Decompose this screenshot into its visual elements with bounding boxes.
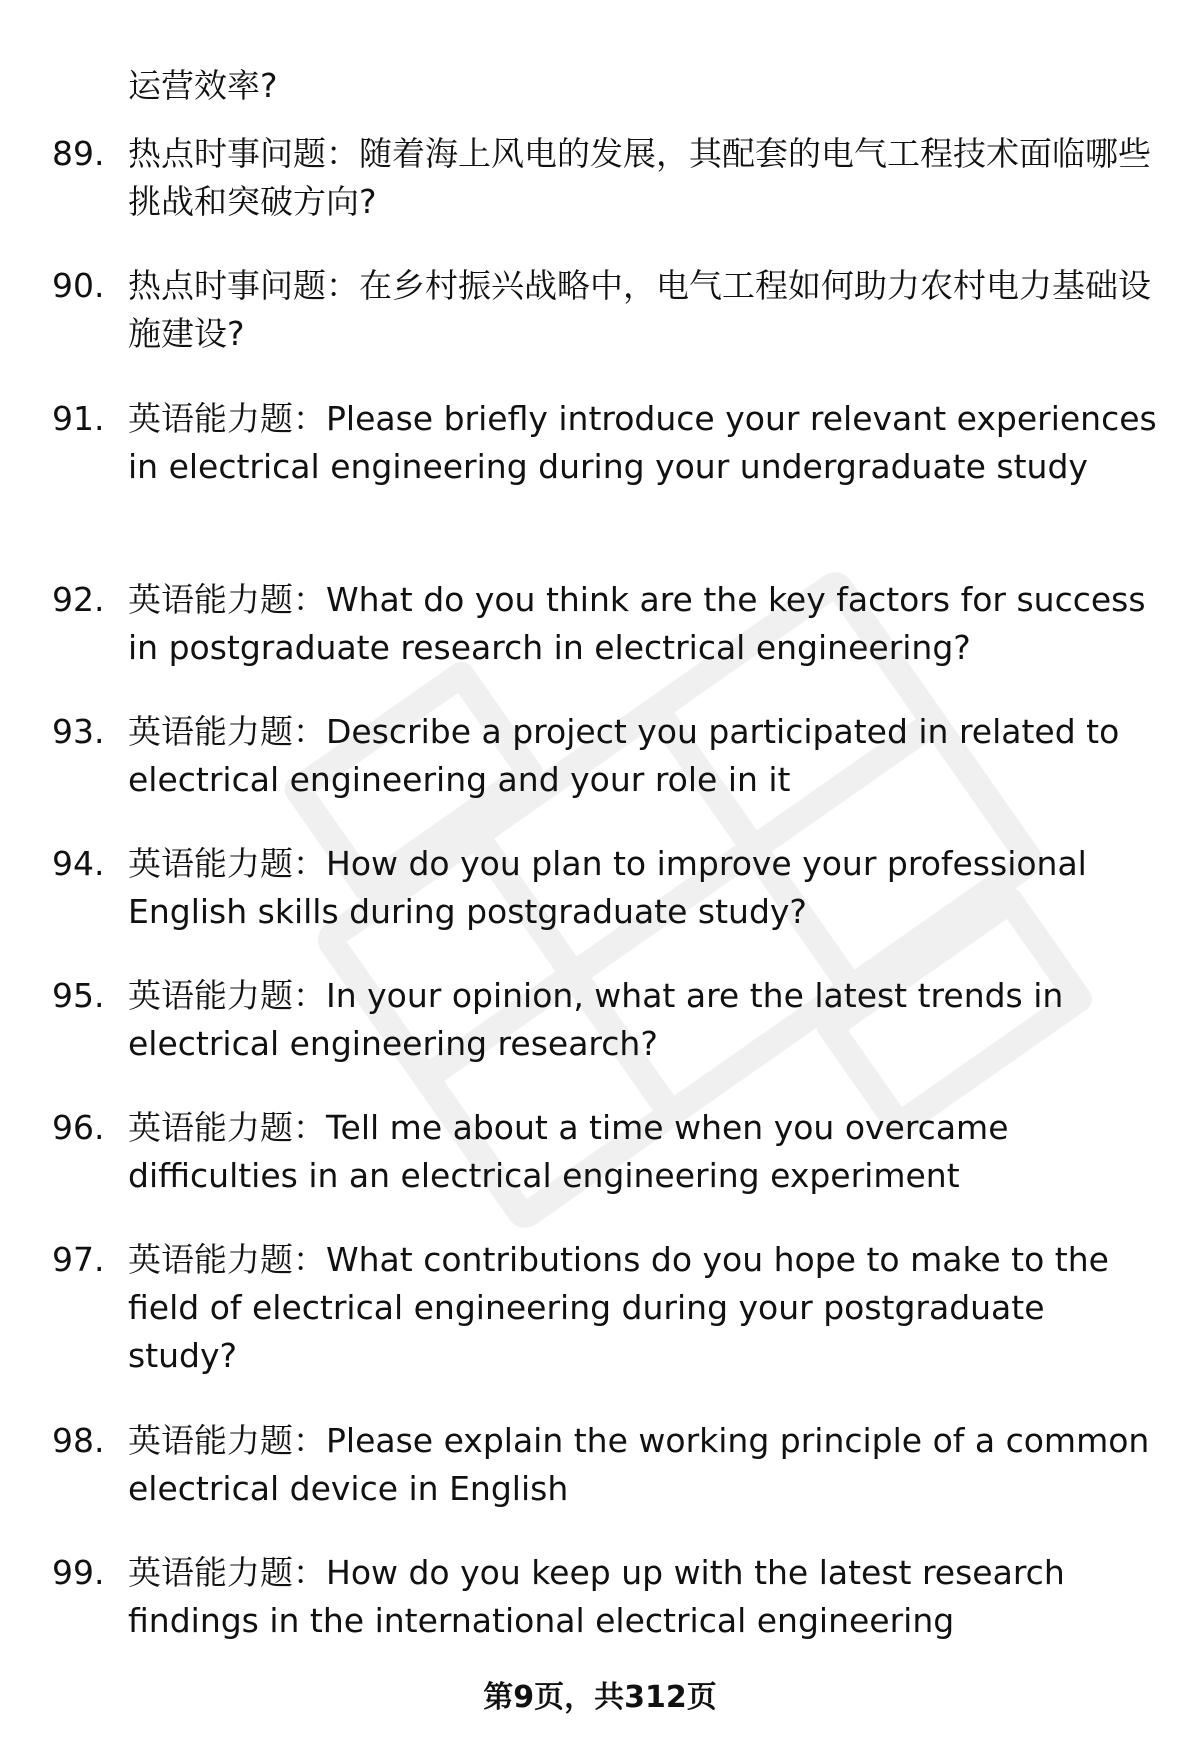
question-item <box>52 1236 1162 1380</box>
question-text: 英语能力题：Please explain the working principle of a common electrical device in English <box>128 1421 1150 1508</box>
question-item <box>52 576 1162 672</box>
question-text: 英语能力题：What do you think are the key factors for success in postgraduate research in electrical engineering? <box>128 580 1146 667</box>
question-item <box>52 1104 1162 1200</box>
question-number: 94. <box>52 844 105 883</box>
question-item <box>52 840 1162 936</box>
question-number: 93. <box>52 712 105 751</box>
question-item <box>52 708 1162 804</box>
question-text: 英语能力题：Tell me about a time when you overcame difficulties in an electrical engineering experiment <box>128 1108 1009 1195</box>
question-number: 96. <box>52 1108 105 1147</box>
question-number: 90. <box>52 266 105 305</box>
question-text: 英语能力题：In your opinion, what are the latest trends in electrical engineering research? <box>128 976 1064 1063</box>
question-item <box>52 1549 1162 1645</box>
question-number: 89. <box>52 134 105 173</box>
page-footer: 第9页，共312页 <box>483 1680 717 1715</box>
question-text: 热点时事问题：在乡村振兴战略中，电气工程如何助力农村电力基础设施建设? <box>128 266 1151 353</box>
continuation-text: 运营效率? <box>128 66 278 105</box>
question-text: 英语能力题：How do you keep up with the latest research findings in the international electrical engineering <box>128 1553 1065 1640</box>
question-number: 97. <box>52 1240 105 1279</box>
question-item <box>52 130 1162 226</box>
question-number: 91. <box>52 399 105 438</box>
question-text: 英语能力题：Please briefly introduce your relevant experiences in electrical engineering during your undergraduate study <box>128 399 1157 486</box>
question-text: 英语能力题：How do you plan to improve your professional English skills during postgraduate study? <box>128 844 1087 931</box>
question-number: 99. <box>52 1553 105 1592</box>
question-item <box>52 395 1162 491</box>
question-item <box>52 1417 1162 1513</box>
question-text: 英语能力题：What contributions do you hope to make to the field of electrical engineering during your postgraduate study? <box>128 1240 1109 1375</box>
question-text: 英语能力题：Describe a project you participated in related to electrical engineering and your role in it <box>128 712 1120 799</box>
question-number: 92. <box>52 580 105 619</box>
question-number: 98. <box>52 1421 105 1460</box>
question-item <box>52 262 1162 358</box>
question-text: 热点时事问题：随着海上风电的发展，其配套的电气工程技术面临哪些挑战和突破方向? <box>128 134 1151 221</box>
question-number: 95. <box>52 976 105 1015</box>
question-item <box>52 972 1162 1068</box>
